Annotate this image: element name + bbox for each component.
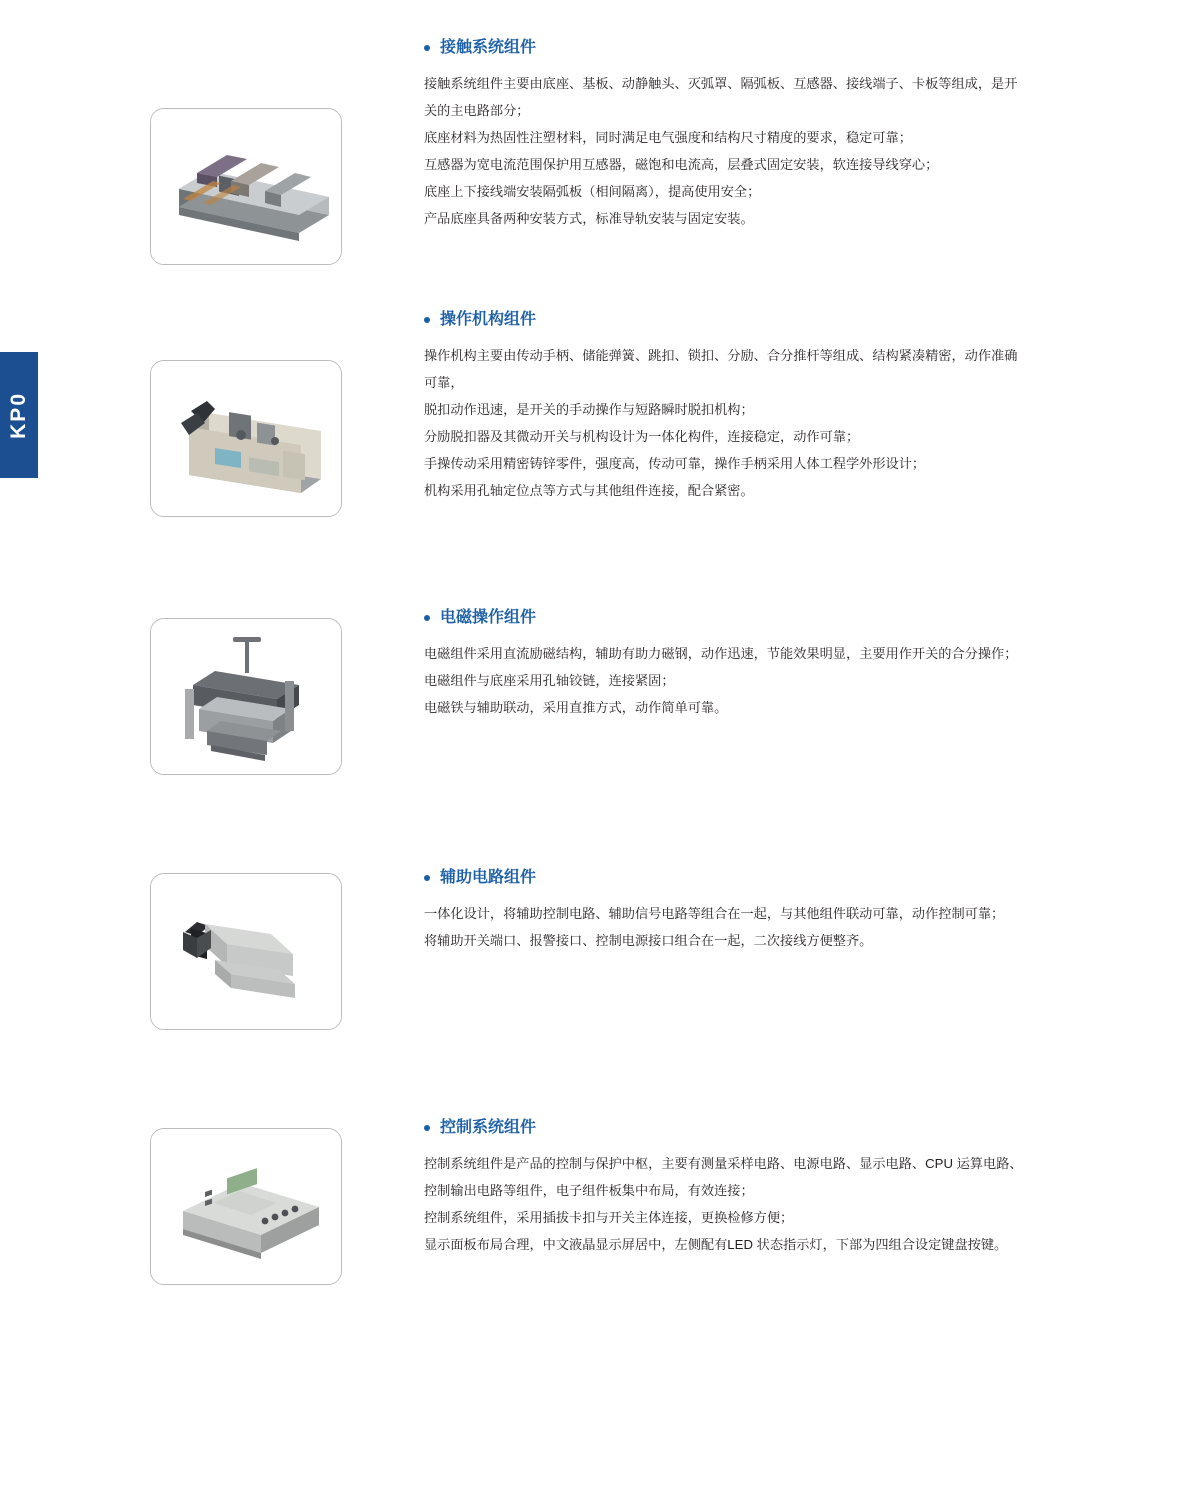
- section-paragraph: 控制系统组件是产品的控制与保护中枢，主要有测量采样电路、电源电路、显示电路、CPU 运算电路、 控制输出电路等组件，电子组件板集中布局，有效连接； 控制系统组件，采用插拔卡扣与开关主体连接，更换检修方便； 显示面板布局合理，中文液晶显示屏居中，左侧配有LED 状态指示灯，下部为四组合设定键盘按键。: [424, 1156, 1023, 1252]
- section-title: 控制系统组件: [424, 1118, 1124, 1138]
- section-title: 电磁操作组件: [424, 608, 1124, 628]
- side-tab-label: KP0: [7, 391, 30, 439]
- section-content: [424, 38, 1124, 232]
- electromagnetic-operation-assembly-photo: [150, 618, 342, 775]
- bullet-icon: [424, 45, 430, 51]
- section-paragraph: 电磁组件采用直流励磁结构，辅助有助力磁钢，动作迅速，节能效果明显，主要用作开关的合分操作； 电磁组件与底座采用孔轴铰链，连接紧固； 电磁铁与辅助联动，采用直推方式，动作简单可靠。: [424, 646, 1018, 715]
- section-content: [424, 310, 1124, 504]
- section-content: [424, 608, 1124, 721]
- section-paragraph: 接触系统组件主要由底座、基板、动静触头、灭弧罩、隔弧板、互感器、接线端子、卡板等组成，是开 关的主电路部分； 底座材料为热固性注塑材料，同时满足电气强度和结构尺寸精度的要求，稳定可靠； 互感器为宽电流范围保护用互感器，磁饱和电流高，层叠式固定安装，软连接导线穿心； 底座上下接线端安装隔弧板（相间隔离），提高使用安全； 产品底座具备两种安装方式，标准导轨安装与固定安装。: [424, 76, 1018, 226]
- control-system-assembly-photo: [150, 1128, 342, 1285]
- section-paragraph: 一体化设计，将辅助控制电路、辅助信号电路等组合在一起，与其他组件联动可靠，动作控制可靠； 将辅助开关端口、报警接口、控制电源接口组合在一起，二次接线方便整齐。: [424, 906, 1005, 948]
- auxiliary-circuit-assembly-photo: [150, 873, 342, 1030]
- bullet-icon: [424, 317, 430, 323]
- contact-system-assembly-photo: [150, 108, 342, 265]
- section-title: 接触系统组件: [424, 38, 1124, 58]
- section-title: 操作机构组件: [424, 310, 1124, 330]
- bullet-icon: [424, 875, 430, 881]
- section-content: [424, 868, 1124, 954]
- section-content: [424, 1118, 1124, 1258]
- bullet-icon: [424, 1125, 430, 1131]
- bullet-icon: [424, 615, 430, 621]
- section-title: 辅助电路组件: [424, 868, 1124, 888]
- section-paragraph: 操作机构主要由传动手柄、储能弹簧、跳扣、锁扣、分励、合分推杆等组成、结构紧凑精密，动作准确 可靠， 脱扣动作迅速，是开关的手动操作与短路瞬时脱扣机构； 分励脱扣器及其微动开关与机构设计为一体化构件，连接稳定，动作可靠； 手操传动采用精密铸锌零件，强度高，传动可靠，操作手柄采用人体工程学外形设计； 机构采用孔轴定位点等方式与其他组件连接，配合紧密。: [424, 348, 1018, 498]
- operating-mechanism-assembly-photo: [150, 360, 342, 517]
